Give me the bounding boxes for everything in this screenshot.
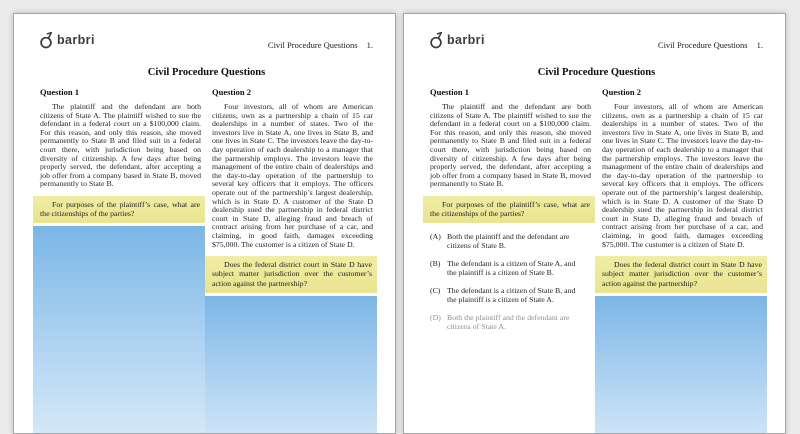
question-2-heading: Question 2 bbox=[602, 87, 641, 97]
question-1-redacted-answer-region[interactable] bbox=[33, 226, 205, 434]
question-2-section bbox=[212, 87, 373, 434]
logo-text: barbri bbox=[447, 33, 485, 47]
question-1-heading: Question 1 bbox=[40, 87, 79, 97]
question-2-body: Four investors, all of whom are American citizens, own as a partnership a chain of 15 car dealerships in a number of states. Two of the investors live in State A, one lives in State B, and one lives in State C. The investors leave the day-to-day operation of each dealership to a manager that the partnership employs. The investors leave the management of the entire chain of dealerships and the day-to-day operation of the partnership to several key officers that it employs. The officers operate out of the partnership’s largest dealership, which is in State D. A customer of the State D dealership sued the partnership in federal district court in State D, alleging fraud and breach of contract arising from her purchase of a car, and claiming, in good faith, damages exceeding $75,000. The customer is a citizen of State D. bbox=[602, 102, 763, 249]
question-2-highlight-annotation[interactable]: Does the federal district court in State D have subject matter jurisdiction over the customer’s action against the partnership? bbox=[205, 256, 377, 293]
answer-options-list bbox=[430, 232, 591, 331]
running-head bbox=[268, 40, 373, 50]
question-1-section bbox=[430, 87, 591, 434]
document-title: Civil Procedure Questions bbox=[147, 67, 266, 78]
option-b-text: The defendant is a citizen of State A, and the plaintiff is a citizen of State B. bbox=[447, 259, 576, 278]
document-title: Civil Procedure Questions bbox=[537, 67, 656, 78]
question-1-highlight-annotation[interactable]: For purposes of the plaintiff’s case, what are the citizenships of the parties? bbox=[33, 196, 205, 223]
answer-option-c bbox=[430, 286, 591, 304]
logo-text: barbri bbox=[57, 33, 95, 47]
question-2-redacted-answer-region[interactable] bbox=[205, 296, 377, 434]
question-2-redacted-answer-region[interactable] bbox=[595, 296, 767, 434]
option-b-label: (B) bbox=[430, 259, 441, 269]
option-d-text: Both the plaintiff and the defendant are citizens of State A. bbox=[447, 313, 570, 332]
running-head bbox=[658, 40, 763, 50]
answer-option-d bbox=[430, 313, 591, 331]
page-right bbox=[403, 13, 786, 434]
page-header bbox=[430, 27, 763, 50]
question-1-body: The plaintiff and the defendant are both citizens of State A. The plaintiff wished to sue the defendant in a federal court on a $100,000 claim. For this reason, and only this reason, she moved permanently to State B and filed suit in a federal court there, with jurisdiction being based on diversity of citizenship. A few days after being properly served, the defendant, after accepting a job offer from a company based in State B, moved permanently to State B. bbox=[430, 102, 591, 189]
page-number: 1. bbox=[756, 40, 763, 50]
question-1-body: The plaintiff and the defendant are both citizens of State A. The plaintiff wished to sue the defendant in a federal court on a $100,000 claim. For this reason, and only this reason, she moved permanently to State B and filed suit in a federal court there, with jurisdiction being based on diversity of citizenship. A few days after being properly served, the defendant, after accepting a job offer from a company based in State B, moved permanently to State B. bbox=[40, 102, 201, 189]
barbri-logo bbox=[430, 31, 485, 49]
question-1-heading: Question 1 bbox=[430, 87, 469, 97]
question-2-highlight-annotation[interactable]: Does the federal district court in State D have subject matter jurisdiction over the customer’s action against the partnership? bbox=[595, 256, 767, 293]
running-head-title: Civil Procedure Questions bbox=[267, 40, 358, 50]
barbri-logo bbox=[40, 31, 95, 49]
running-head-title: Civil Procedure Questions bbox=[657, 40, 748, 50]
option-c-text: The defendant is a citizen of State B, and the plaintiff is a citizen of State A. bbox=[447, 286, 576, 305]
barbri-logo-icon bbox=[40, 31, 54, 49]
question-2-heading: Question 2 bbox=[212, 87, 251, 97]
question-1-section bbox=[40, 87, 201, 434]
option-a-label: (A) bbox=[430, 232, 441, 242]
answer-option-b bbox=[430, 259, 591, 277]
option-a-text: Both the plaintiff and the defendant are citizens of State B. bbox=[447, 232, 570, 251]
question-1-highlight-annotation[interactable]: For purposes of the plaintiff’s case, what are the citizenships of the parties? bbox=[423, 196, 595, 223]
option-c-label: (C) bbox=[430, 286, 441, 296]
question-2-body: Four investors, all of whom are American citizens, own as a partnership a chain of 15 car dealerships in a number of states. Two of the investors live in State A, one lives in State B, and one lives in State C. The investors leave the day-to-day operation of each dealership to a manager that the partnership employs. The investors leave the management of the entire chain of dealerships and the day-to-day operation of the partnership to several key officers that it employs. The officers operate out of the partnership’s largest dealership, which is in State D. A customer of the State D dealership sued the partnership in federal district court in State D, alleging fraud and breach of contract arising from her purchase of a car, and claiming, in good faith, damages exceeding $75,000. The customer is a citizen of State D. bbox=[212, 102, 373, 249]
two-column-layout bbox=[40, 87, 373, 434]
two-column-layout bbox=[430, 87, 763, 434]
page-left bbox=[13, 13, 396, 434]
page-number: 1. bbox=[366, 40, 373, 50]
option-d-label: (D) bbox=[430, 313, 441, 323]
answer-option-a bbox=[430, 232, 591, 250]
barbri-logo-icon bbox=[430, 31, 444, 49]
page-header bbox=[40, 27, 373, 50]
question-2-section bbox=[602, 87, 763, 434]
